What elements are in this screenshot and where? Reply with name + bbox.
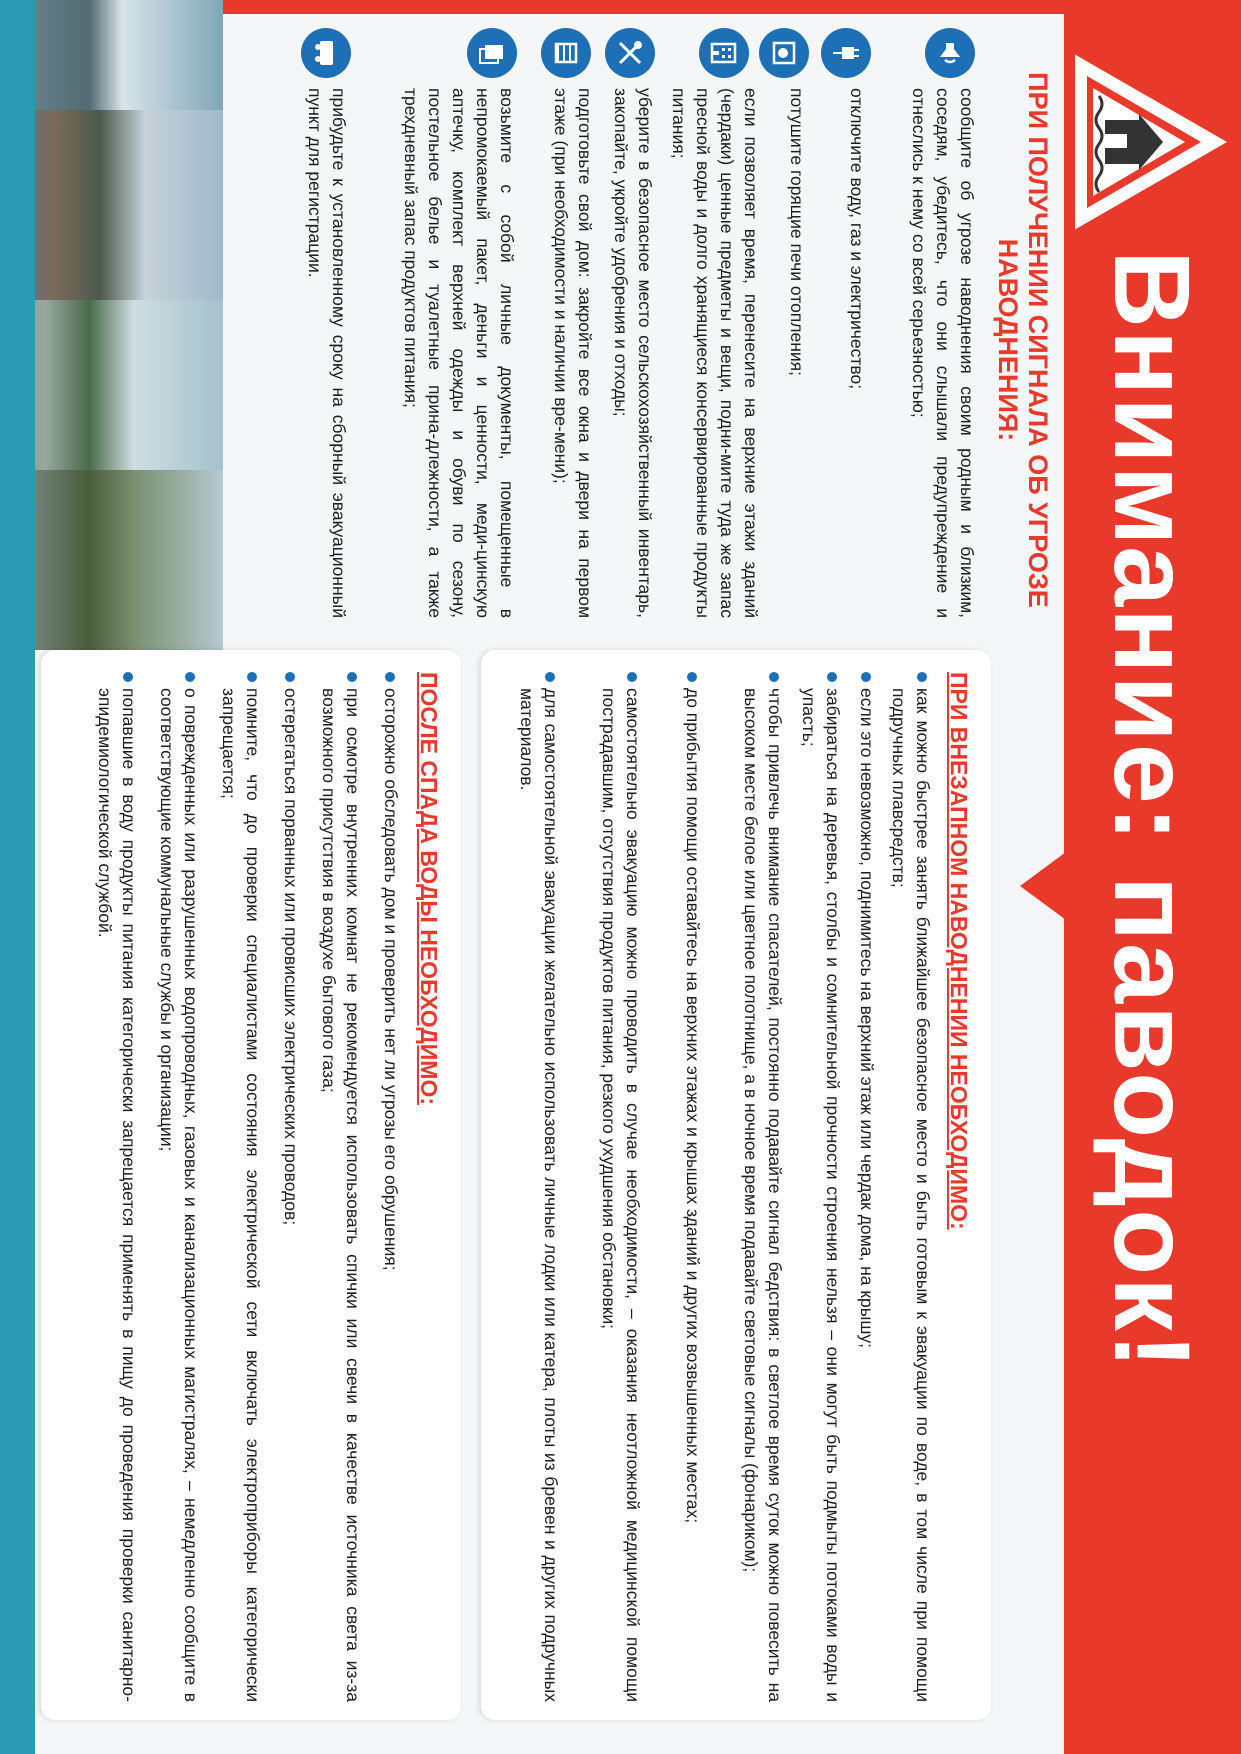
list-item-text: подготовьте свой дом: закройте все окна и двери на первом этаже (при необходимости и наличии вре-мени); — [551, 88, 595, 618]
banner-notch — [1020, 852, 1066, 920]
list-item-text: если позволяет время, перенесите на верхние этажи зданий (чердаки) ценные предметы и вещи, подни-мите туда же запас пресной воды и долго хранящиеся консервированные продукты питания; — [669, 88, 761, 618]
bullet-dot — [247, 672, 257, 682]
list-item-text: отключите воду, газ и электричество; — [847, 88, 867, 390]
bullet-dot — [827, 672, 837, 682]
list-item-text: помните, что до проверки специалистами состояния электрической сети включать электроприборы категорически запрещается; — [219, 688, 263, 1702]
page-title: Внимание: паводок! — [1092, 250, 1213, 1372]
bus-icon — [301, 28, 351, 78]
list-item — [887, 672, 935, 1702]
list-item-text: чтобы привлечь внимание спасателей, постоянно подавайте сигнал бедствия: в светлое время суток можно повесить на высоком месте белое или цветное полотнище, а в ночное время подавайте световые сигналы (фонариком); — [741, 688, 785, 1702]
signal-heading: ПРИ ПОЛУЧЕНИИ СИГНАЛА ОБ УГРОЗЕ НАВОДНЕНИЯ: — [993, 72, 1053, 608]
list-item-text: о поврежденных или разрушенных водопроводных, газовых и канализационных магистралях, – немедленно сообщите в соответствующие коммунальные службы и организации; — [157, 688, 201, 1702]
building-icon — [699, 28, 749, 78]
list-item — [291, 0, 351, 620]
sudden-flood-heading: ПРИ ВНЕЗАПНОМ НАВОДНЕНИИ НЕОБХОДИМО: — [946, 672, 972, 1230]
list-item — [369, 0, 519, 620]
list-item — [797, 672, 845, 1702]
bullet-dot — [687, 672, 697, 682]
list-item — [537, 0, 597, 620]
after-flood-heading: ПОСЛЕ СПАДА ВОДЫ НЕОБХОДИМО: — [416, 672, 442, 1105]
plug-icon — [821, 28, 871, 78]
bullet-dot — [861, 672, 871, 682]
list-item — [317, 672, 365, 1702]
list-item — [855, 672, 879, 1702]
list-item — [663, 0, 763, 620]
bullet-dot — [769, 672, 779, 682]
list-item-text: если это невозможно, поднимитесь на верхний этаж или чердак дома, на крышу; — [857, 688, 877, 1349]
after-flood-panel — [41, 650, 461, 1720]
bottom-teal-bar — [0, 0, 35, 1754]
sudden-flood-panel — [481, 650, 991, 1720]
list-item — [681, 672, 705, 1702]
list-item-text: при осмотре внутренних комнат не рекомендуется использовать спички или свечи в качестве источника света из-за возможного присутствия в воздухе бытового газа; — [319, 688, 363, 1702]
window-icon — [541, 28, 591, 78]
list-item-text: уберите в безопасное место сельскохозяйственный инвентарь, закопайте, укройте удобрения и отходы; — [611, 88, 655, 618]
stove-icon — [759, 28, 809, 78]
list-item — [597, 672, 645, 1702]
list-item-text: попавшие в воду продукты питания категорически запрещается применять в пищу до проведения проверки санитарно-эпидемиологической службой. — [95, 688, 139, 1702]
list-item — [739, 672, 787, 1702]
list-item — [93, 672, 141, 1702]
bullet-dot — [917, 672, 927, 682]
list-item-text: самостоятельно эвакуацию можно проводить в случае необходимости, – оказания неотложной медицинской помощи пострадавшим, отсутствия продуктов питания, резкого ухудшения обстановки; — [599, 688, 643, 1702]
loudspeaker-icon — [925, 28, 975, 78]
list-item — [869, 0, 979, 620]
list-item-text: осторожно обследовать дом и проверить нет ли угрозы его обрушения; — [381, 688, 401, 1271]
list-item-text: как можно быстрее занять ближайшее безопасное место и быть готовым к эвакуации по воде, в том числе при помощи подручных плавсредств; — [889, 688, 933, 1702]
bullet-dot — [123, 672, 133, 682]
bullet-dot — [385, 672, 395, 682]
warning-house-icon — [1069, 52, 1229, 232]
list-item-text: потушите горящие печи отопления; — [787, 88, 807, 377]
list-item-text: сообщите об угрозе наводнения своим родным и близким, соседям, убедитесь, что они слышали предупреждение и отнеслись к нему со всей серьезностью; — [909, 88, 977, 618]
list-item — [279, 672, 303, 1702]
list-item — [515, 672, 563, 1702]
list-item-text: забираться на деревья, столбы и сомнительной прочности строения нельзя – они могут быть подмыты потоками воды и упасть; — [799, 688, 843, 1702]
bullet-dot — [627, 672, 637, 682]
bullet-dot — [185, 672, 195, 682]
bullet-dot — [347, 672, 357, 682]
list-item — [761, 0, 821, 620]
list-item-text: до прибытия помощи оставайтесь на верхних этажах и крышах зданий и других возвышенных местах; — [683, 688, 703, 1524]
bullet-dot — [285, 672, 295, 682]
list-item-text: остерегаться порванных или провисших электрических проводов; — [281, 688, 301, 1226]
bullet-dot — [545, 672, 555, 682]
list-item — [379, 672, 403, 1702]
list-item — [597, 0, 657, 620]
list-item — [217, 672, 265, 1702]
list-item-text: прибудьте к установленному сроку на сборный эвакуационный пункт для регистрации. — [305, 88, 349, 618]
list-item-text: для самостоятельной эвакуации желательно использовать личные лодки или катера, плоты из бревен и других подручных материалов. — [517, 688, 561, 1702]
list-item — [155, 672, 203, 1702]
list-item-text: возьмите с собой личные документы, помещенные в непромокаемый пакет, деньги и ценности, меди-цинскую аптечку, комплект верхней одежды и обуви по сезону, постельное белье и туалетные принa-длежности, а также трехдневный запас продуктов питания; — [401, 88, 517, 618]
shovel-icon — [605, 28, 655, 78]
documents-icon — [467, 28, 517, 78]
